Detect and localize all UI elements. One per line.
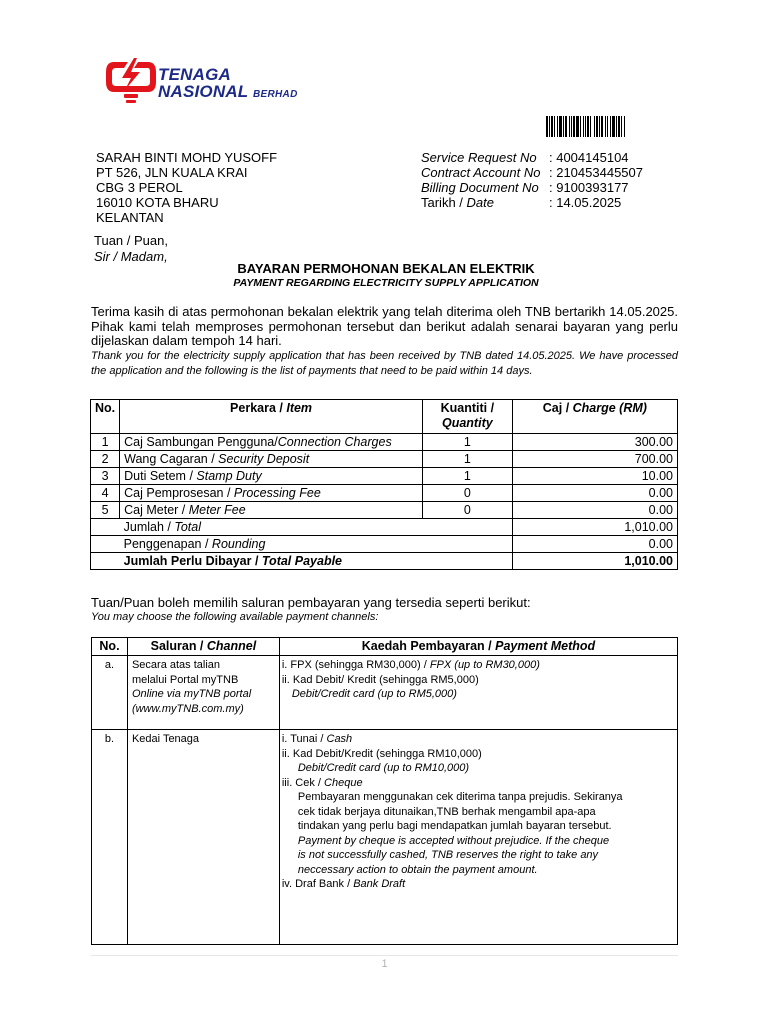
header-charge: Caj / Charge (RM) <box>512 400 677 434</box>
table-row: 5 Caj Meter / Meter Fee 0 0.00 <box>91 502 678 519</box>
payment-intro-ms: Tuan/Puan boleh memilih saluran pembayaran yang tersedia seperti berikut: <box>91 595 531 610</box>
total-payable-row: Jumlah Perlu Dibayar / Total Payable 1,010.00 <box>91 553 678 570</box>
address-line-2: CBG 3 PEROL <box>96 180 183 195</box>
salutation-en: Sir / Madam, <box>94 249 168 264</box>
rounding-row: Penggenapan / Rounding 0.00 <box>91 536 678 553</box>
meta-row-contract-account: Contract Account No : 210453445507 <box>421 165 643 180</box>
address-line-1: PT 526, JLN KUALA KRAI <box>96 165 248 180</box>
header-item: Perkara / Item <box>120 400 423 434</box>
footer-divider <box>91 955 678 956</box>
intro-paragraph-en: Thank you for the electricity supply application that has been received by TNB dated 14.05.2025. We have processed the application and the following is the list of payments that need to be paid within 14 days. <box>91 350 678 377</box>
payment-intro <box>91 596 531 624</box>
header-no: No. <box>91 400 120 434</box>
brand-line1: TENAGA <box>158 65 231 84</box>
meta-row-date: Tarikh / Date : 14.05.2025 <box>421 195 622 210</box>
table-row: 2 Wang Cagaran / Security Deposit 1 700.00 <box>91 451 678 468</box>
payment-channels-table <box>91 637 678 945</box>
header-quantity: Kuantiti / Quantity <box>422 400 512 434</box>
page-number: 1 <box>381 958 388 970</box>
header-channel: Saluran / Channel <box>127 638 279 656</box>
charges-header-row <box>91 400 678 434</box>
payment-header-row <box>92 638 678 656</box>
recipient-address <box>96 150 277 225</box>
header-no: No. <box>92 638 128 656</box>
salutation-ms: Tuan / Puan, <box>94 233 168 248</box>
table-row: 4 Caj Pemprosesan / Processing Fee 0 0.00 <box>91 485 678 502</box>
meta-row-billing-document: Billing Document No : 9100393177 <box>421 180 629 195</box>
table-row: 3 Duti Setem / Stamp Duty 1 10.00 <box>91 468 678 485</box>
total-row: Jumlah / Total 1,010.00 <box>91 519 678 536</box>
address-line-3: 16010 KOTA BHARU <box>96 195 219 210</box>
brand-wordmark <box>158 66 298 103</box>
barcode <box>546 116 646 137</box>
address-state: KELANTAN <box>96 210 164 225</box>
payment-row-online: a. Secara atas talian melalui Portal myTNB Online via myTNB portal (www.myTNB.com.my) i. FPX (sehingga RM30,000) / FPX (up to RM30,000) ii. Kad Debit/ Kredit (sehingga RM5,000) Debit/Credit card (up to RM5,000) <box>92 656 678 730</box>
payment-intro-en: You may choose the following available payment channels: <box>91 611 379 623</box>
intro-paragraph-ms: Terima kasih di atas permohonan bekalan elektrik yang telah diterima oleh TNB bertarikh 14.05.2025. Pihak kami telah memproses permohonan tersebut dan berikut adalah senarai bayaran yang perlu dijelaskan dalam tempoh 14 hari. <box>91 304 678 348</box>
recipient-name: SARAH BINTI MOHD YUSOFF <box>96 150 278 165</box>
meta-row-service-request: Service Request No : 4004145104 <box>421 150 629 165</box>
brand-line2: NASIONAL BERHAD <box>158 82 298 101</box>
payment-row-kedai-tenaga: b. Kedai Tenaga i. Tunai / Cash ii. Kad Debit/Kredit (sehingga RM10,000) Debit/Credit card (up to RM10,000) iii. Cek / Cheque Pembayaran menggunakan cek diterima tanpa prejudis. Sekiranya cek tidak berjaya ditunaikan,TNB berhak mengambil apa-apa tindakan yang perlu bagi mendapatkan jumlah bayaran tersebut. Payment by cheque is accepted without prejudice. If the cheque is not successfully cashed, TNB reserves the right to take any neccessary action to obtain the payment amount. iv. Draf Bank / Bank Draft <box>92 730 678 945</box>
document-subtitle: PAYMENT REGARDING ELECTRICITY SUPPLY APPLICATION <box>233 277 539 289</box>
charges-table <box>90 399 678 570</box>
table-row: 1 Caj Sambungan Pengguna/Connection Charges 1 300.00 <box>91 434 678 451</box>
document-title: BAYARAN PERMOHONAN BEKALAN ELEKTRIK <box>237 261 535 276</box>
header-method: Kaedah Pembayaran / Payment Method <box>279 638 677 656</box>
document-meta <box>421 150 643 210</box>
